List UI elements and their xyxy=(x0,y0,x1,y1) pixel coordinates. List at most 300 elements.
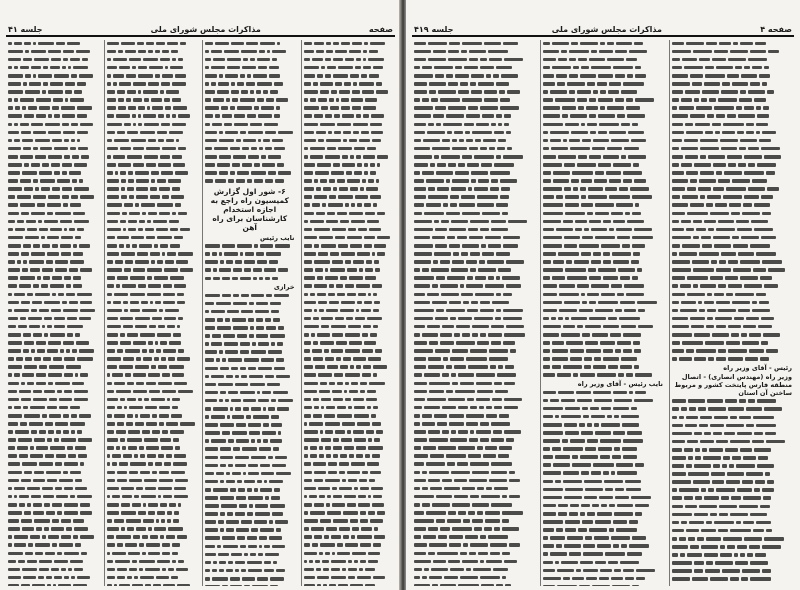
text-line xyxy=(414,485,534,492)
text-line xyxy=(304,267,394,274)
text-line xyxy=(8,275,98,282)
text-line xyxy=(414,412,534,419)
text-line xyxy=(414,509,534,516)
text-line xyxy=(8,72,98,79)
text-line xyxy=(543,323,663,330)
text-line xyxy=(205,56,295,63)
text-line xyxy=(414,210,534,217)
text-line xyxy=(107,129,197,136)
text-line xyxy=(414,234,534,241)
text-line xyxy=(414,178,534,185)
text-line xyxy=(107,420,197,427)
text-line xyxy=(107,202,197,209)
text-line xyxy=(107,526,197,533)
text-line xyxy=(205,527,295,534)
text-line xyxy=(107,291,197,298)
text-line xyxy=(414,574,534,581)
text-line xyxy=(414,202,534,209)
text-line xyxy=(304,380,394,387)
text-line xyxy=(304,364,394,371)
text-line xyxy=(414,242,534,249)
text-line xyxy=(414,291,534,298)
text-line xyxy=(8,113,98,120)
text-line xyxy=(543,502,663,509)
header-rule xyxy=(412,35,794,37)
column-2 xyxy=(540,40,665,586)
text-line xyxy=(304,550,394,557)
text-line xyxy=(672,584,792,586)
text-line xyxy=(304,202,394,209)
column-3 xyxy=(412,40,536,586)
text-line xyxy=(543,372,663,379)
text-line xyxy=(8,105,98,112)
text-line xyxy=(107,145,197,152)
text-line xyxy=(205,324,295,331)
text-line xyxy=(414,121,534,128)
text-line xyxy=(414,437,534,444)
text-line xyxy=(304,339,394,346)
text-line xyxy=(205,519,295,526)
text-line xyxy=(107,339,197,346)
text-line xyxy=(107,518,197,525)
text-line xyxy=(8,259,98,266)
text-line xyxy=(107,105,197,112)
text-line xyxy=(672,315,792,322)
text-line xyxy=(107,469,197,476)
text-line xyxy=(205,470,295,477)
text-line xyxy=(107,137,197,144)
section-heading: وزیر راه (مهندس انصاری) - اتصال منطقه فارس پایتخت کشور و مربوط ساختن آن استان xyxy=(674,372,792,397)
text-line xyxy=(107,299,197,306)
text-line xyxy=(205,559,295,566)
text-line xyxy=(205,137,295,144)
text-line xyxy=(304,291,394,298)
text-line xyxy=(205,275,295,282)
text-line xyxy=(107,582,197,586)
text-line xyxy=(414,566,534,573)
text-line xyxy=(672,527,792,534)
text-line xyxy=(543,194,663,201)
text-line xyxy=(304,97,394,104)
page-label: صفحه ۴ xyxy=(760,25,792,34)
text-line xyxy=(672,463,792,470)
text-line xyxy=(414,445,534,452)
text-line xyxy=(414,339,534,346)
text-line xyxy=(8,202,98,209)
text-line xyxy=(107,283,197,290)
text-line xyxy=(672,414,792,421)
text-line xyxy=(304,170,394,177)
text-line xyxy=(107,210,197,217)
text-line xyxy=(414,429,534,436)
text-line xyxy=(8,218,98,225)
text-line xyxy=(543,364,663,371)
text-line xyxy=(8,485,98,492)
text-line xyxy=(304,558,394,565)
text-line xyxy=(107,380,197,387)
text-line xyxy=(8,267,98,274)
text-line xyxy=(304,145,394,152)
text-line xyxy=(672,479,792,486)
text-line xyxy=(205,292,295,299)
text-line xyxy=(543,89,663,96)
text-line xyxy=(107,364,197,371)
text-line xyxy=(543,315,663,322)
text-line xyxy=(672,519,792,526)
text-line xyxy=(414,534,534,541)
text-line xyxy=(414,396,534,403)
text-line xyxy=(304,129,394,136)
text-line xyxy=(672,348,792,355)
text-line xyxy=(205,494,295,501)
text-line xyxy=(8,509,98,516)
text-line xyxy=(8,80,98,87)
text-line xyxy=(672,299,792,306)
text-line xyxy=(414,259,534,266)
text-line xyxy=(8,356,98,363)
text-line xyxy=(672,438,792,445)
text-line xyxy=(205,438,295,445)
text-line xyxy=(672,495,792,502)
text-line xyxy=(414,153,534,160)
text-line xyxy=(304,404,394,411)
session-number: جلسه ۴۱۹ xyxy=(414,25,454,34)
text-line xyxy=(205,511,295,518)
text-line xyxy=(543,462,663,469)
text-line xyxy=(543,178,663,185)
text-line xyxy=(8,404,98,411)
text-line xyxy=(304,348,394,355)
text-line xyxy=(205,333,295,340)
text-line xyxy=(107,80,197,87)
text-line xyxy=(672,430,792,437)
text-line xyxy=(8,89,98,96)
text-line xyxy=(543,64,663,71)
text-line xyxy=(414,113,534,120)
text-line xyxy=(304,275,394,282)
text-line xyxy=(304,153,394,160)
text-line xyxy=(304,194,394,201)
text-line xyxy=(8,469,98,476)
text-line xyxy=(107,493,197,500)
text-line xyxy=(8,542,98,549)
text-line xyxy=(107,226,197,233)
text-line xyxy=(205,259,295,266)
text-line xyxy=(8,48,98,55)
text-line xyxy=(414,493,534,500)
text-line xyxy=(107,558,197,565)
text-line xyxy=(414,194,534,201)
text-line xyxy=(205,478,295,485)
text-line xyxy=(304,396,394,403)
text-line xyxy=(304,372,394,379)
text-line xyxy=(414,218,534,225)
text-line xyxy=(304,226,394,233)
text-line xyxy=(107,429,197,436)
text-line xyxy=(107,477,197,484)
text-line xyxy=(543,454,663,461)
text-line xyxy=(304,161,394,168)
text-line xyxy=(205,316,295,323)
text-line xyxy=(543,186,663,193)
text-line xyxy=(8,388,98,395)
page-label: صفحه xyxy=(368,25,393,34)
text-line xyxy=(414,275,534,282)
text-line xyxy=(672,323,792,330)
text-line xyxy=(205,129,295,136)
text-line xyxy=(414,161,534,168)
text-line xyxy=(304,283,394,290)
text-line xyxy=(8,210,98,217)
text-line xyxy=(543,470,663,477)
text-line xyxy=(414,129,534,136)
text-line xyxy=(205,389,295,396)
text-line xyxy=(304,477,394,484)
text-line xyxy=(672,503,792,510)
text-line xyxy=(414,461,534,468)
text-line xyxy=(672,487,792,494)
text-line xyxy=(543,121,663,128)
text-line xyxy=(107,121,197,128)
text-line xyxy=(414,40,534,47)
text-line xyxy=(205,170,295,177)
text-line xyxy=(107,170,197,177)
text-line xyxy=(543,129,663,136)
text-line xyxy=(414,469,534,476)
text-line xyxy=(8,331,98,338)
speaker-label: خرازی xyxy=(273,283,295,292)
text-line xyxy=(543,348,663,355)
text-line xyxy=(414,250,534,257)
text-line xyxy=(672,267,792,274)
text-line xyxy=(205,72,295,79)
text-line xyxy=(414,186,534,193)
text-line xyxy=(8,574,98,581)
text-line xyxy=(205,397,295,404)
text-line xyxy=(8,396,98,403)
text-line xyxy=(205,381,295,388)
text-line xyxy=(414,56,534,63)
text-line xyxy=(107,97,197,104)
text-line xyxy=(107,323,197,330)
text-line xyxy=(543,535,663,542)
text-line xyxy=(107,437,197,444)
text-line xyxy=(304,315,394,322)
text-line xyxy=(672,48,792,55)
text-line xyxy=(672,422,792,429)
text-line xyxy=(543,170,663,177)
text-line xyxy=(107,348,197,355)
text-line xyxy=(414,170,534,177)
text-line xyxy=(672,64,792,71)
text-line xyxy=(107,501,197,508)
text-line xyxy=(8,137,98,144)
text-line xyxy=(8,145,98,152)
text-line xyxy=(107,267,197,274)
text-line xyxy=(414,315,534,322)
text-line xyxy=(8,56,98,63)
text-line xyxy=(304,461,394,468)
text-line xyxy=(8,558,98,565)
text-line xyxy=(672,283,792,290)
text-line xyxy=(205,80,295,87)
text-line xyxy=(205,341,295,348)
text-line xyxy=(304,299,394,306)
text-line xyxy=(414,267,534,274)
text-line xyxy=(205,308,295,315)
text-line xyxy=(414,420,534,427)
text-line xyxy=(107,113,197,120)
text-line xyxy=(672,170,792,177)
text-line xyxy=(107,178,197,185)
section-heading: ۶- شور اول گزارش کمیسیون راه راجع به اجازه استخدام کارشناسان برای راه آهن xyxy=(210,186,289,232)
text-line xyxy=(543,291,663,298)
text-line xyxy=(107,404,197,411)
column-2 xyxy=(202,40,297,586)
text-line xyxy=(543,113,663,120)
text-line xyxy=(304,437,394,444)
text-line xyxy=(672,113,792,120)
text-line xyxy=(414,307,534,314)
text-line xyxy=(672,576,792,583)
text-line xyxy=(672,568,792,575)
text-line xyxy=(205,446,295,453)
text-line xyxy=(8,315,98,322)
text-line xyxy=(414,331,534,338)
text-line xyxy=(414,72,534,79)
text-line xyxy=(304,242,394,249)
text-line xyxy=(107,64,197,71)
text-line xyxy=(304,186,394,193)
text-line xyxy=(672,339,792,346)
text-line xyxy=(414,582,534,586)
text-line xyxy=(543,234,663,241)
text-line xyxy=(543,283,663,290)
text-line xyxy=(304,64,394,71)
text-line xyxy=(543,210,663,217)
text-line xyxy=(672,202,792,209)
text-line xyxy=(672,275,792,282)
text-line xyxy=(543,583,663,586)
text-line xyxy=(543,72,663,79)
text-line xyxy=(107,453,197,460)
text-line xyxy=(304,412,394,419)
text-line xyxy=(414,105,534,112)
text-line xyxy=(672,194,792,201)
text-line xyxy=(8,291,98,298)
text-line xyxy=(205,267,295,274)
speaker-label: رئیس - آقای وزیر راه xyxy=(723,363,792,372)
text-line xyxy=(205,357,295,364)
text-line xyxy=(672,307,792,314)
text-line xyxy=(8,40,98,47)
text-line xyxy=(672,454,792,461)
text-line xyxy=(543,494,663,501)
text-line xyxy=(107,485,197,492)
text-line xyxy=(414,80,534,87)
text-line xyxy=(205,405,295,412)
text-line xyxy=(304,485,394,492)
publication-title: مذاکرات مجلس شورای ملی xyxy=(150,25,261,34)
text-line xyxy=(304,388,394,395)
text-line xyxy=(543,559,663,566)
text-line xyxy=(205,430,295,437)
text-line xyxy=(543,202,663,209)
text-line xyxy=(107,259,197,266)
text-line xyxy=(205,454,295,461)
text-line xyxy=(304,518,394,525)
text-line xyxy=(107,186,197,193)
text-line xyxy=(672,535,792,542)
publication-title: مذاکرات مجلس شورای ملی xyxy=(551,25,662,34)
text-line xyxy=(304,40,394,47)
text-line xyxy=(304,429,394,436)
text-line xyxy=(107,461,197,468)
text-line xyxy=(205,503,295,510)
text-line xyxy=(107,161,197,168)
text-line xyxy=(205,422,295,429)
text-line xyxy=(205,575,295,582)
text-line xyxy=(304,89,394,96)
text-line xyxy=(543,429,663,436)
text-line xyxy=(414,380,534,387)
text-line xyxy=(205,567,295,574)
text-line xyxy=(205,145,295,152)
text-line xyxy=(107,242,197,249)
text-line xyxy=(543,551,663,558)
text-line xyxy=(543,226,663,233)
session-number: جلسه ۴۱ xyxy=(8,25,43,34)
text-line xyxy=(205,121,295,128)
text-line xyxy=(107,194,197,201)
text-line xyxy=(672,234,792,241)
text-line xyxy=(107,412,197,419)
text-line xyxy=(205,153,295,160)
text-line xyxy=(107,40,197,47)
text-line xyxy=(107,250,197,257)
text-line xyxy=(304,48,394,55)
text-line xyxy=(8,420,98,427)
text-line xyxy=(205,413,295,420)
text-line xyxy=(107,356,197,363)
text-line xyxy=(205,551,295,558)
text-line xyxy=(672,56,792,63)
text-line xyxy=(414,64,534,71)
text-line xyxy=(205,161,295,168)
text-line xyxy=(8,194,98,201)
text-line xyxy=(205,462,295,469)
speaker-label: نایب رئیس xyxy=(260,233,295,242)
text-line xyxy=(8,526,98,533)
text-line xyxy=(672,511,792,518)
text-line xyxy=(8,445,98,452)
text-line xyxy=(672,137,792,144)
text-line xyxy=(543,486,663,493)
text-line xyxy=(414,518,534,525)
text-line xyxy=(304,210,394,217)
text-line xyxy=(8,437,98,444)
text-line xyxy=(304,542,394,549)
text-line xyxy=(8,97,98,104)
text-line xyxy=(8,161,98,168)
left-page-header xyxy=(8,20,393,34)
text-line xyxy=(672,121,792,128)
text-line xyxy=(8,250,98,257)
column-1 xyxy=(669,40,794,586)
text-line xyxy=(543,137,663,144)
text-line xyxy=(8,121,98,128)
text-line xyxy=(543,259,663,266)
